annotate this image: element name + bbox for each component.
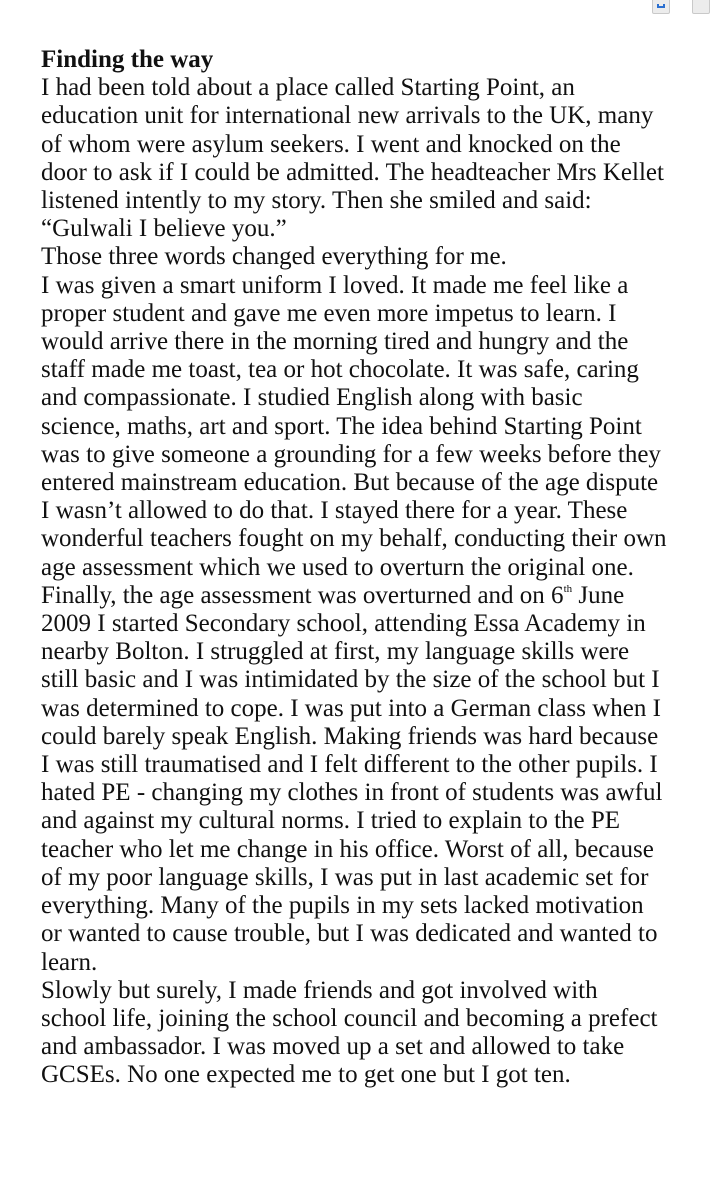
text-line: Slowly but surely, I made friends and got involved with <box>41 976 598 1004</box>
text-line: and against my cultural norms. I tried to explain to the PE <box>41 807 621 835</box>
text-line: teacher who let me change in his office. Worst of all, because <box>41 835 654 863</box>
window-icon[interactable] <box>692 0 710 14</box>
text-line: or wanted to cause trouble, but I was dedicated and wanted to <box>41 920 658 948</box>
text-line: school life, joining the school council and becoming a prefect <box>41 1004 658 1032</box>
text-line: I was given a smart uniform I loved. It made me feel like a <box>41 271 629 299</box>
text-line <box>41 582 716 610</box>
text-line: would arrive there in the morning tired and hungry and the <box>41 328 629 356</box>
text-line: could barely speak English. Making friends was hard because <box>41 722 659 750</box>
text-line: age assessment which we used to overturn the original one. <box>41 553 634 581</box>
text-line: wonderful teachers fought on my behalf, conducting their own <box>41 525 667 553</box>
text-line: was to give someone a grounding for a few weeks before they <box>41 440 661 468</box>
text-line: proper student and gave me even more impetus to learn. I <box>41 299 617 327</box>
text-line: everything. Many of the pupils in my sets lacked motivation <box>41 892 644 920</box>
text-line: still basic and I was intimidated by the size of the school but I <box>41 666 660 694</box>
text-fragment: June <box>572 581 625 609</box>
text-line: science, maths, art and sport. The idea behind Starting Point <box>41 412 642 440</box>
text-line: nearby Bolton. I struggled at first, my language skills were <box>41 638 630 666</box>
text-line: and ambassador. I was moved up a set and allowed to take <box>41 1033 625 1061</box>
text-line: hated PE - changing my clothes in front of students was awful <box>41 779 663 807</box>
text-line: and compassionate. I studied English along with basic <box>41 384 583 412</box>
text-line: “Gulwali I believe you.” <box>41 215 287 243</box>
text-line: education unit for international new arrivals to the UK, many <box>41 102 654 130</box>
text-line: I was still traumatised and I felt different to the other pupils. I <box>41 751 658 779</box>
text-line: of my poor language skills, I was put in last academic set for <box>41 863 649 891</box>
ordinal-suffix: th <box>563 582 573 595</box>
text-line: entered mainstream education. But because of the age dispute <box>41 469 659 497</box>
text-line: learn. <box>41 948 98 976</box>
text-line: Those three words changed everything for me. <box>41 243 507 271</box>
text-line: was determined to cope. I was put into a German class when I <box>41 694 661 722</box>
document-body <box>41 46 716 1090</box>
text-line: I wasn’t allowed to do that. I stayed there for a year. These <box>41 497 628 525</box>
text-line: staff made me toast, tea or hot chocolate. It was safe, caring <box>41 356 639 384</box>
text-line: of whom were asylum seekers. I went and knocked on the <box>41 130 621 158</box>
text-line: door to ask if I could be admitted. The headteacher Mrs Kellet <box>41 158 664 186</box>
share-icon[interactable] <box>652 0 670 14</box>
text-line: listened intently to my story. Then she smiled and said: <box>41 187 592 215</box>
page-title: Finding the way <box>41 46 214 73</box>
text-line: GCSEs. No one expected me to get one but I got ten. <box>41 1061 571 1089</box>
text-line: I had been told about a place called Starting Point, an <box>41 74 575 102</box>
text-line: 2009 I started Secondary school, attending Essa Academy in <box>41 610 646 638</box>
text-fragment: Finally, the age assessment was overturned and on 6 <box>41 581 564 609</box>
toolbar-fragment <box>622 0 722 22</box>
